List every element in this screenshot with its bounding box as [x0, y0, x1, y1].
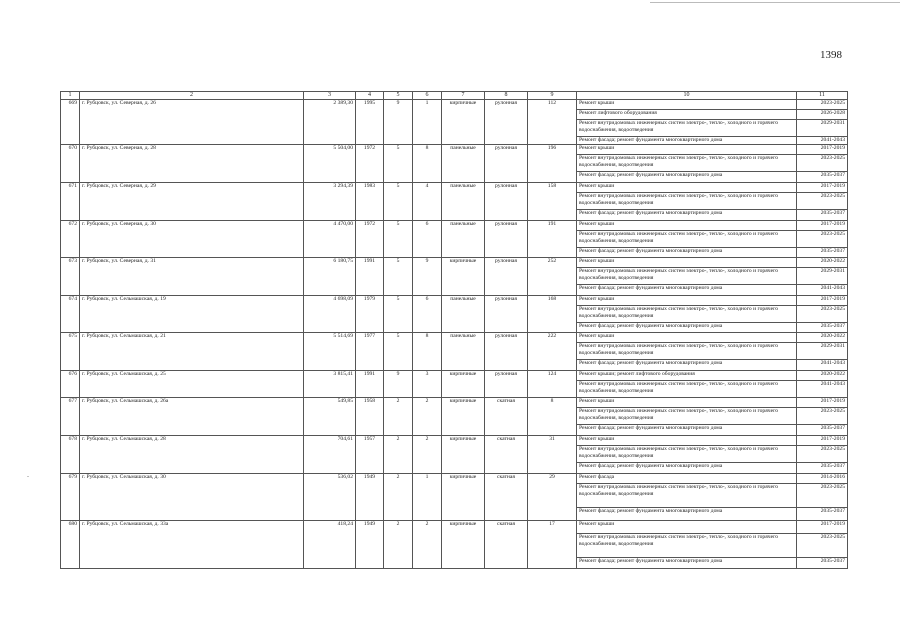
cell-entrances: 4 [413, 183, 442, 221]
cell-year: 1957 [356, 436, 384, 474]
cell-floors: 5 [384, 296, 413, 333]
cell-work: Ремонт фасада; ремонт фундамента многоквартирного дома [577, 323, 797, 333]
cell-residents: 222 [528, 333, 577, 371]
cell-area: 4 470,00 [304, 221, 356, 258]
header-cell: 6 [413, 92, 442, 100]
cell-floors: 2 [384, 521, 413, 569]
cell-year: 1972 [356, 145, 384, 183]
cell-period: 2017-2019 [797, 521, 848, 534]
cell-year: 1949 [356, 521, 384, 569]
cell-work: Ремонт крыши [577, 436, 797, 446]
cell-period: 2017-2019 [797, 398, 848, 408]
cell-year: 1983 [356, 183, 384, 221]
cell-floors: 2 [384, 474, 413, 521]
cell-period: 2029-2031 [797, 268, 848, 285]
cell-num: 680 [61, 521, 80, 569]
cell-num: 678 [61, 436, 80, 474]
cell-work: Ремонт внутридомовых инженерных систем электро-, тепло-, холодного и горячего водоснабжения, водоотведения [577, 446, 797, 463]
cell-num: 670 [61, 145, 80, 183]
cell-year: 1979 [356, 296, 384, 333]
cell-work: Ремонт фасада; ремонт фундамента многоквартирного дома [577, 360, 797, 371]
cell-address: г. Рубцовск, ул. Северная, д. 26 [80, 100, 304, 145]
cell-year: 1958 [356, 398, 384, 436]
cell-period: 2017-2019 [797, 183, 848, 193]
cell-period: 2035-2037 [797, 210, 848, 221]
cell-roof: скатная [485, 436, 528, 474]
cell-entrances: 1 [413, 100, 442, 145]
cell-floors: 9 [384, 371, 413, 398]
cell-period: 2023-2025 [797, 306, 848, 323]
cell-area: 6 180,75 [304, 258, 356, 296]
cell-period: 2023-2025 [797, 193, 848, 210]
cell-period: 2017-2019 [797, 436, 848, 446]
header-cell: 8 [485, 92, 528, 100]
cell-area: 2 389,30 [304, 100, 356, 145]
cell-num: 676 [61, 371, 80, 398]
table-row [61, 221, 848, 231]
cell-wall: панельные [442, 183, 485, 221]
cell-residents: 124 [528, 371, 577, 398]
cell-floors: 5 [384, 183, 413, 221]
cell-period: 2041-2043 [797, 381, 848, 398]
table-row [61, 145, 848, 155]
cell-work: Ремонт внутридомовых инженерных систем электро-, тепло-, холодного и горячего водоснабжения, водоотведения [577, 306, 797, 323]
cell-residents: 168 [528, 296, 577, 333]
cell-work: Ремонт крыши [577, 333, 797, 343]
cell-roof: скатная [485, 521, 528, 569]
table-row [61, 258, 848, 268]
header-cell: 4 [356, 92, 384, 100]
cell-area: 3 294,39 [304, 183, 356, 221]
cell-period: 2035-2037 [797, 508, 848, 521]
cell-year: 1949 [356, 474, 384, 521]
cell-residents: 191 [528, 221, 577, 258]
cell-area: 418,24 [304, 521, 356, 569]
table-row [61, 333, 848, 343]
cell-address: г. Рубцовск, ул. Сельмашская, д. 26а [80, 398, 304, 436]
cell-roof: рулонная [485, 183, 528, 221]
cell-wall: панельные [442, 145, 485, 183]
cell-residents: 31 [528, 436, 577, 474]
cell-address: г. Рубцовск, ул. Северная, д. 30 [80, 221, 304, 258]
cell-floors: 5 [384, 145, 413, 183]
cell-roof: рулонная [485, 221, 528, 258]
cell-num: 669 [61, 100, 80, 145]
cell-area: 4 698,09 [304, 296, 356, 333]
cell-entrances: 8 [413, 333, 442, 371]
cell-period: 2017-2019 [797, 221, 848, 231]
table-row [61, 436, 848, 446]
cell-work: Ремонт крыши; ремонт лифтового оборудования [577, 371, 797, 381]
cell-wall: кирпичные [442, 371, 485, 398]
cell-area: 704,61 [304, 436, 356, 474]
cell-entrances: 6 [413, 221, 442, 258]
table-row [61, 296, 848, 306]
header-cell: 9 [528, 92, 577, 100]
header-cell: 11 [797, 92, 848, 100]
cell-area: 5 504,00 [304, 145, 356, 183]
cell-entrances: 9 [413, 258, 442, 296]
cell-period: 2035-2037 [797, 463, 848, 474]
cell-address: г. Рубцовск, ул. Сельмашская, д. 33а [80, 521, 304, 569]
cell-work: Ремонт фасада; ремонт фундамента многоквартирного дома [577, 463, 797, 474]
scan-mark: - [27, 474, 29, 480]
cell-work: Ремонт лифтового оборудования [577, 110, 797, 120]
cell-area: 536,02 [304, 474, 356, 521]
cell-period: 2023-2025 [797, 446, 848, 463]
cell-period: 2023-2025 [797, 534, 848, 558]
table-row [61, 100, 848, 110]
cell-address: г. Рубцовск, ул. Сельмашская, д. 28 [80, 436, 304, 474]
header-row [61, 92, 848, 100]
cell-roof: рулонная [485, 371, 528, 398]
cell-wall: кирпичные [442, 258, 485, 296]
cell-num: 672 [61, 221, 80, 258]
cell-work: Ремонт крыши [577, 296, 797, 306]
cell-area: 3 815,41 [304, 371, 356, 398]
cell-work: Ремонт внутридомовых инженерных систем электро-, тепло-, холодного и горячего водоснабжения, водоотведения [577, 381, 797, 398]
cell-residents: 252 [528, 258, 577, 296]
cell-work: Ремонт внутридомовых инженерных систем электро-, тепло-, холодного и горячего водоснабжения, водоотведения [577, 408, 797, 425]
repair-schedule-table [60, 91, 848, 569]
cell-period: 2023-2025 [797, 231, 848, 248]
cell-wall: кирпичные [442, 474, 485, 521]
cell-num: 674 [61, 296, 80, 333]
cell-period: 2017-2019 [797, 145, 848, 155]
cell-work: Ремонт внутридомовых инженерных систем электро-, тепло-, холодного и горячего водоснабжения, водоотведения [577, 268, 797, 285]
cell-work: Ремонт внутридомовых инженерных систем электро-, тепло-, холодного и горячего водоснабжения, водоотведения [577, 155, 797, 172]
header-cell: 1 [61, 92, 80, 100]
top-scan-line [650, 2, 900, 3]
header-cell: 3 [304, 92, 356, 100]
cell-roof: рулонная [485, 258, 528, 296]
cell-work: Ремонт крыши [577, 100, 797, 110]
cell-period: 2020-2022 [797, 333, 848, 343]
cell-work: Ремонт фасада; ремонт фундамента многоквартирного дома [577, 210, 797, 221]
cell-entrances: 8 [413, 145, 442, 183]
cell-work: Ремонт фасада; ремонт фундамента многоквартирного дома [577, 137, 797, 145]
cell-wall: кирпичные [442, 100, 485, 145]
cell-residents: 8 [528, 398, 577, 436]
cell-work: Ремонт крыши [577, 145, 797, 155]
cell-address: г. Рубцовск, ул. Северная, д. 31 [80, 258, 304, 296]
cell-year: 1991 [356, 371, 384, 398]
cell-period: 2020-2022 [797, 258, 848, 268]
cell-year: 1991 [356, 258, 384, 296]
cell-period: 2041-2043 [797, 285, 848, 296]
cell-work: Ремонт крыши [577, 258, 797, 268]
cell-address: г. Рубцовск, ул. Северная, д. 29 [80, 183, 304, 221]
cell-work: Ремонт внутридомовых инженерных систем электро-, тепло-, холодного и горячего водоснабжения, водоотведения [577, 231, 797, 248]
cell-year: 1972 [356, 221, 384, 258]
cell-work: Ремонт фасада; ремонт фундамента многоквартирного дома [577, 285, 797, 296]
cell-period: 2029-2031 [797, 120, 848, 137]
cell-work: Ремонт крыши [577, 183, 797, 193]
table-row [61, 371, 848, 381]
cell-entrances: 2 [413, 521, 442, 569]
cell-work: Ремонт фасада; ремонт фундамента многоквартирного дома [577, 172, 797, 183]
cell-address: г. Рубцовск, ул. Сельмашская, д. 21 [80, 333, 304, 371]
cell-period: 2035-2037 [797, 425, 848, 436]
cell-floors: 5 [384, 258, 413, 296]
cell-address: г. Рубцовск, ул. Сельмашская, д. 19 [80, 296, 304, 333]
cell-period: 2023-2025 [797, 155, 848, 172]
cell-period: 2035-2037 [797, 172, 848, 183]
cell-floors: 5 [384, 221, 413, 258]
cell-floors: 2 [384, 436, 413, 474]
cell-period: 2035-2037 [797, 558, 848, 569]
cell-wall: кирпичные [442, 436, 485, 474]
cell-work: Ремонт внутридомовых инженерных систем электро-, тепло-, холодного и горячего водоснабжения, водоотведения [577, 120, 797, 137]
cell-entrances: 2 [413, 436, 442, 474]
cell-address: г. Рубцовск, ул. Северная, д. 28 [80, 145, 304, 183]
cell-residents: 29 [528, 474, 577, 521]
cell-entrances: 6 [413, 296, 442, 333]
cell-wall: кирпичные [442, 521, 485, 569]
cell-roof: рулонная [485, 333, 528, 371]
cell-roof: рулонная [485, 296, 528, 333]
cell-area: 5 514,69 [304, 333, 356, 371]
cell-wall: панельные [442, 221, 485, 258]
table-row [61, 398, 848, 408]
cell-work: Ремонт крыши [577, 221, 797, 231]
cell-wall: панельные [442, 333, 485, 371]
cell-entrances: 1 [413, 474, 442, 521]
cell-num: 675 [61, 333, 80, 371]
header-cell: 2 [80, 92, 304, 100]
cell-residents: 112 [528, 100, 577, 145]
cell-address: г. Рубцовск, ул. Сельмашская, д. 30 [80, 474, 304, 521]
cell-period: 2041-2043 [797, 137, 848, 145]
cell-work: Ремонт крыши [577, 521, 797, 534]
cell-period: 2017-2019 [797, 296, 848, 306]
cell-address: г. Рубцовск, ул. Сельмашская, д. 25 [80, 371, 304, 398]
header-cell: 5 [384, 92, 413, 100]
cell-residents: 158 [528, 183, 577, 221]
cell-residents: 17 [528, 521, 577, 569]
cell-work: Ремонт внутридомовых инженерных систем электро-, тепло-, холодного и горячего водоснабжения, водоотведения [577, 534, 797, 558]
cell-residents: 196 [528, 145, 577, 183]
header-cell: 7 [442, 92, 485, 100]
header-cell: 10 [577, 92, 797, 100]
cell-work: Ремонт фасада; ремонт фундамента многоквартирного дома [577, 425, 797, 436]
cell-floors: 2 [384, 398, 413, 436]
page-number: 1398 [820, 49, 842, 61]
cell-work: Ремонт фасада; ремонт фундамента многоквартирного дома [577, 508, 797, 521]
cell-num: 671 [61, 183, 80, 221]
cell-period: 2041-2043 [797, 360, 848, 371]
cell-work: Ремонт крыши [577, 398, 797, 408]
cell-roof: рулонная [485, 145, 528, 183]
cell-period: 2023-2025 [797, 408, 848, 425]
cell-work: Ремонт внутридомовых инженерных систем электро-, тепло-, холодного и горячего водоснабжения, водоотведения [577, 484, 797, 508]
cell-period: 2035-2037 [797, 323, 848, 333]
cell-year: 1995 [356, 100, 384, 145]
cell-entrances: 3 [413, 371, 442, 398]
cell-year: 1977 [356, 333, 384, 371]
cell-work: Ремонт фасада [577, 474, 797, 484]
cell-period: 2029-2031 [797, 343, 848, 360]
cell-period: 2023-2025 [797, 100, 848, 110]
cell-wall: панельные [442, 296, 485, 333]
cell-period: 2014-2016 [797, 474, 848, 484]
cell-num: 679 [61, 474, 80, 521]
cell-period: 2035-2037 [797, 248, 848, 258]
cell-period: 2023-2025 [797, 484, 848, 508]
cell-work: Ремонт внутридомовых инженерных систем электро-, тепло-, холодного и горячего водоснабжения, водоотведения [577, 193, 797, 210]
cell-roof: скатная [485, 398, 528, 436]
table-row [61, 521, 848, 534]
cell-entrances: 2 [413, 398, 442, 436]
cell-period: 2026-2028 [797, 110, 848, 120]
cell-work: Ремонт фасада; ремонт фундамента многоквартирного дома [577, 248, 797, 258]
cell-roof: скатная [485, 474, 528, 521]
cell-floors: 5 [384, 333, 413, 371]
cell-work: Ремонт фасада; ремонт фундамента многоквартирного дома [577, 558, 797, 569]
cell-work: Ремонт внутридомовых инженерных систем электро-, тепло-, холодного и горячего водоснабжения, водоотведения [577, 343, 797, 360]
cell-floors: 9 [384, 100, 413, 145]
table-row [61, 183, 848, 193]
cell-wall: кирпичные [442, 398, 485, 436]
cell-num: 673 [61, 258, 80, 296]
cell-period: 2020-2022 [797, 371, 848, 381]
cell-num: 677 [61, 398, 80, 436]
cell-roof: рулонная [485, 100, 528, 145]
table-row [61, 474, 848, 484]
cell-area: 549,85 [304, 398, 356, 436]
